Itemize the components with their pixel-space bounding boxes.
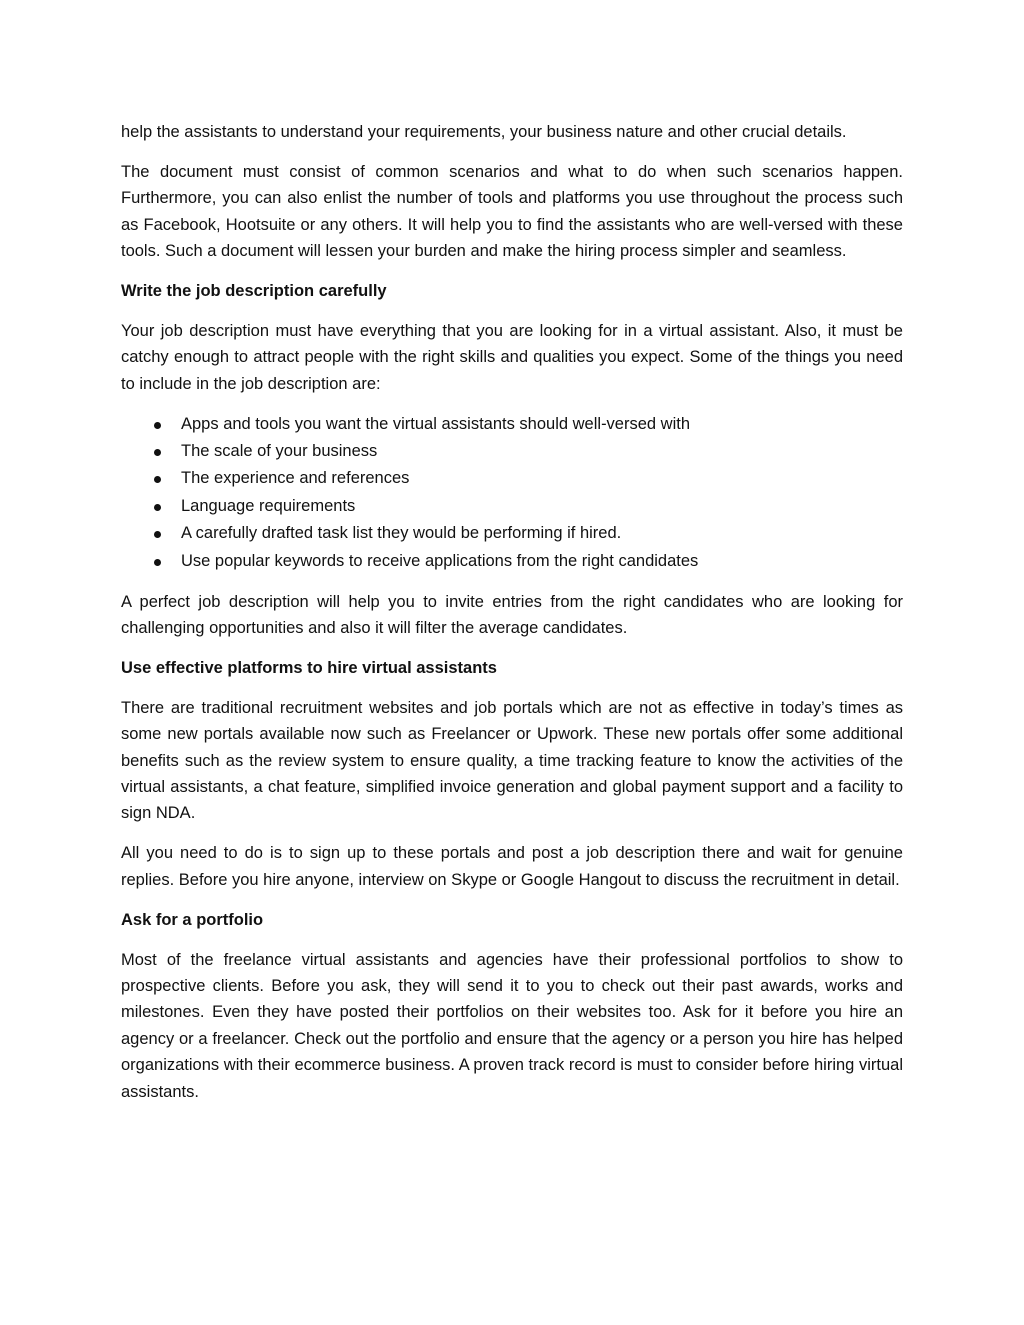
job-description-bullet-list (121, 411, 903, 575)
bullet-icon (154, 559, 161, 566)
list-item: The scale of your business (121, 438, 903, 465)
paragraph-portfolio-1: Most of the freelance virtual assistants and agencies have their professional portfolios to show to prospective clients. Before you ask, they will send it to you to check out their past awards, works and milestones. Even they have posted their portfolios on their websites too. Ask for it before you hire an agency or a freelancer. Check out the portfolio and ensure that the agency or a person you hire has helped organizations with their ecommerce business. A proven track record is must to consider before hiring virtual assistants. (121, 950, 903, 1101)
bullet-icon (154, 504, 161, 511)
heading-job-description: Write the job description carefully (121, 282, 387, 301)
heading-platforms: Use effective platforms to hire virtual assistants (121, 658, 497, 677)
list-item: Apps and tools you want the virtual assistants should well-versed with (121, 411, 903, 438)
paragraph-job-description-outro: A perfect job description will help you to invite entries from the right candidates who are looking for challenging opportunities and also it will filter the average candidates. (121, 592, 903, 637)
paragraph-platforms-2: All you need to do is to sign up to these portals and post a job description there and wait for genuine replies. Before you hire anyone, interview on Skype or Google Hangout to discuss the recruitment in detail. (121, 844, 903, 889)
list-item: Use popular keywords to receive applications from the right candidates (121, 548, 903, 575)
document-page (121, 119, 903, 1119)
paragraph-intro-2: The document must consist of common scenarios and what to do when such scenarios happen. Furthermore, you can also enlist the number of tools and platforms you use throughout the process such as Facebook, Hootsuite or any others. It will help you to find the assistants who are well-versed with these tools. Such a document will lessen your burden and make the hiring process simpler and seamless. (121, 162, 903, 261)
paragraph-intro-1: help the assistants to understand your requirements, your business nature and other crucial details. (121, 123, 847, 141)
paragraph-platforms-1: There are traditional recruitment websites and job portals which are not as effective in today’s times as some new portals available now such as Freelancer or Upwork. These new portals offer some additional benefits such as the review system to ensure quality, a time tracking feature to know the activities of the virtual assistants, a chat feature, simplified invoice generation and global payment support and a facility to sign NDA. (121, 698, 903, 823)
list-item: A carefully drafted task list they would be performing if hired. (121, 520, 903, 547)
bullet-icon (154, 422, 161, 429)
bullet-icon (154, 531, 161, 538)
bullet-icon (154, 449, 161, 456)
heading-portfolio: Ask for a portfolio (121, 910, 264, 929)
bullet-icon (154, 476, 161, 483)
list-item: The experience and references (121, 465, 903, 492)
list-item: Language requirements (121, 493, 903, 520)
paragraph-job-description-intro: Your job description must have everything that you are looking for in a virtual assistant. Also, it must be catchy enough to attract people with the right skills and qualities you expect. Some of the things you need to include in the job description are: (121, 321, 903, 393)
